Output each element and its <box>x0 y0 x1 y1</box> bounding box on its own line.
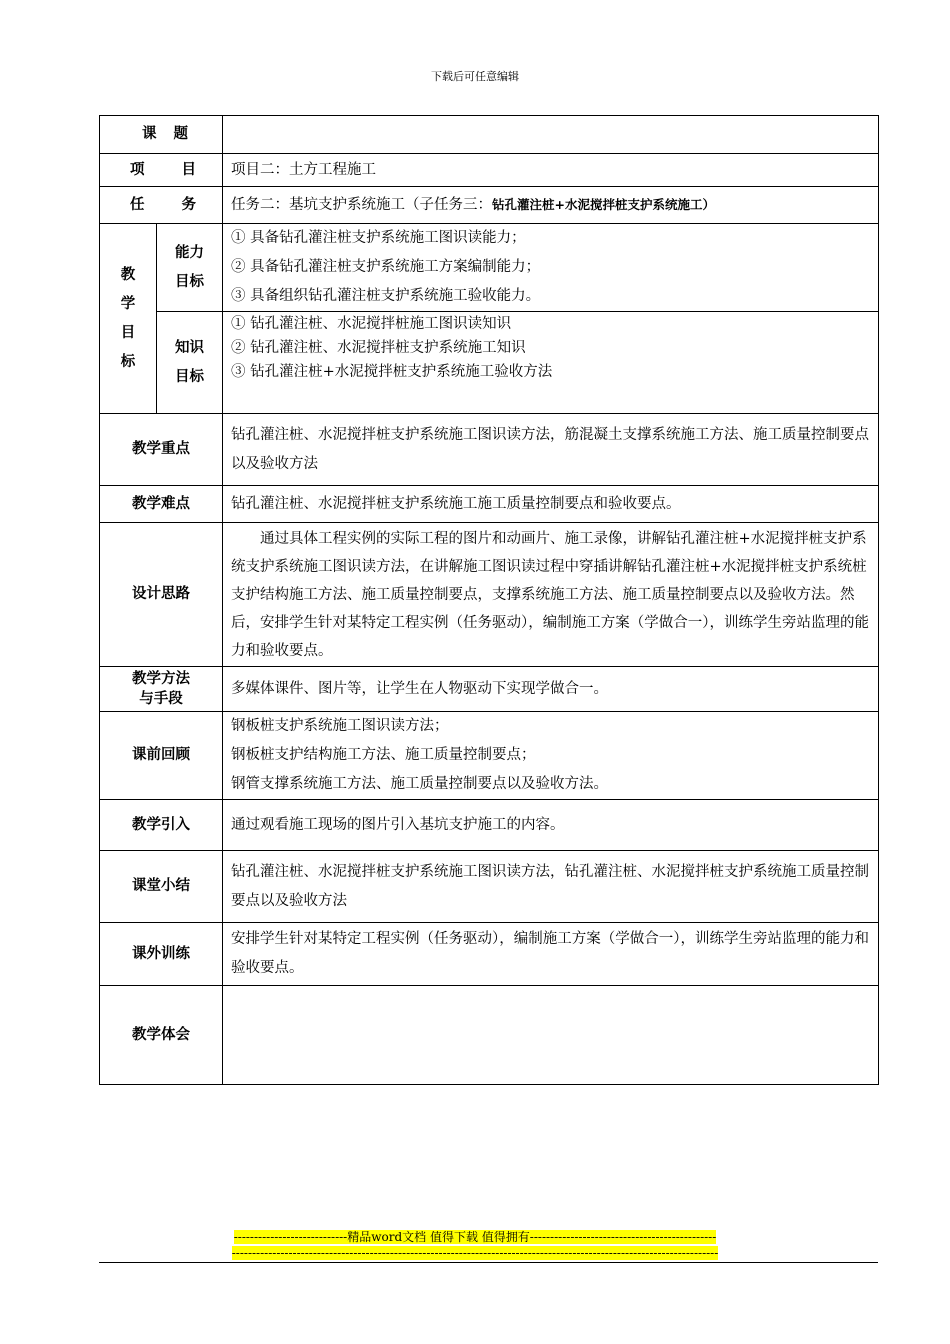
row-key-points <box>100 414 879 486</box>
project-label-b: 目 <box>181 161 196 178</box>
topic-value <box>223 116 879 154</box>
row-reflection <box>100 986 879 1085</box>
methods-label <box>100 667 223 712</box>
footer-rule <box>99 1262 878 1263</box>
knowledge-item: ③ 钻孔灌注桩+水泥搅拌桩支护系统施工验收方法 <box>231 364 553 380</box>
row-review <box>100 712 879 800</box>
knowledge-label-a: 知识 <box>175 339 204 356</box>
review-items <box>223 712 879 800</box>
row-design <box>100 523 879 667</box>
row-methods <box>100 667 879 712</box>
topic-label-b: 题 <box>173 126 188 142</box>
row-summary <box>100 851 879 923</box>
project-label-a: 项 <box>130 161 145 178</box>
knowledge-label-b: 目标 <box>175 368 204 385</box>
row-difficulties <box>100 486 879 523</box>
ability-label-b: 目标 <box>175 273 204 290</box>
ability-item: ③ 具备组织钻孔灌注桩支护系统施工验收能力。 <box>231 288 541 304</box>
homework-value: 安排学生针对某特定工程实例（任务驱动），编制施工方案（学做合一），训练学生旁站监理的能力和验收要点。 <box>223 923 879 986</box>
header-note: 下载后可任意编辑 <box>431 70 519 83</box>
knowledge-item: ① 钻孔灌注桩、水泥搅拌桩施工图识读知识 <box>231 316 512 332</box>
ability-label <box>157 224 223 312</box>
lesson-plan-table <box>99 115 879 1085</box>
ability-item: ② 具备钻孔灌注桩支护系统施工方案编制能力； <box>231 259 541 275</box>
topic-label-a: 课 <box>142 126 157 142</box>
ability-items <box>223 224 879 312</box>
topic-label <box>100 116 223 154</box>
reflection-label: 教学体会 <box>100 986 223 1085</box>
task-label <box>100 187 223 224</box>
objectives-label <box>100 224 157 414</box>
task-value-emph: 钻孔灌注桩+水泥搅拌桩支护系统施工） <box>492 197 715 212</box>
row-knowledge <box>100 312 879 414</box>
knowledge-label <box>157 312 223 414</box>
project-value: 项目二：土方工程施工 <box>223 154 879 187</box>
methods-value: 多媒体课件、图片等，让学生在人物驱动下实现学做合一。 <box>223 667 879 712</box>
task-label-a: 任 <box>130 196 145 213</box>
objectives-char-2: 学 <box>120 295 136 312</box>
row-task <box>100 187 879 224</box>
summary-value: 钻孔灌注桩、水泥搅拌桩支护系统施工图识读方法，钻孔灌注桩、水泥搅拌桩支护系统施工质量控制要点以及验收方法 <box>223 851 879 923</box>
knowledge-item: ② 钻孔灌注桩、水泥搅拌桩支护系统施工知识 <box>231 340 526 356</box>
review-item: 钢管支撑系统施工方法、施工质量控制要点以及验收方法。 <box>231 776 608 792</box>
reflection-value <box>223 986 879 1085</box>
footer-line-1-text: ----------------------------精品word文档 值得下载 值得拥有---------------------------------------------- <box>233 1230 717 1244</box>
difficulties-label: 教学难点 <box>100 486 223 523</box>
row-intro <box>100 800 879 851</box>
review-item: 钢板桩支护系统施工图识读方法； <box>231 718 449 734</box>
ability-item: ① 具备钻孔灌注桩支护系统施工图识读能力； <box>231 230 526 246</box>
homework-label: 课外训练 <box>100 923 223 986</box>
key-points-value: 钻孔灌注桩、水泥搅拌桩支护系统施工图识读方法，筋混凝土支撑系统施工方法、施工质量控制要点以及验收方法 <box>223 414 879 486</box>
intro-label: 教学引入 <box>100 800 223 851</box>
review-item: 钢板桩支护结构施工方法、施工质量控制要点； <box>231 747 536 763</box>
intro-value: 通过观看施工现场的图片引入基坑支护施工的内容。 <box>223 800 879 851</box>
row-ability <box>100 224 879 312</box>
task-value-prefix: 任务二：基坑支护系统施工（子任务三： <box>231 197 492 213</box>
summary-label: 课堂小结 <box>100 851 223 923</box>
key-points-label: 教学重点 <box>100 414 223 486</box>
design-label: 设计思路 <box>100 523 223 667</box>
footer-line-1 <box>0 1229 950 1245</box>
footer-line-2-text: ------------------------------------------------------------------------------------------------------------------------ <box>231 1246 719 1260</box>
knowledge-items <box>223 312 879 414</box>
footer-line-2 <box>0 1245 950 1261</box>
methods-label-b: 与手段 <box>139 691 183 707</box>
row-topic <box>100 116 879 154</box>
objectives-char-4: 标 <box>120 353 136 370</box>
task-label-b: 务 <box>181 196 196 213</box>
ability-label-a: 能力 <box>175 244 204 261</box>
design-value: 通过具体工程实例的实际工程的图片和动画片、施工录像，讲解钻孔灌注桩+水泥搅拌桩支护系统支护系统施工图识读方法，在讲解施工图识读过程中穿插讲解钻孔灌注桩+水泥搅拌桩支护系统桩支护结构施工方法、施工质量控制要点，支撑系统施工方法、施工质量控制要点以及验收方法。然后，安排学生针对某特定工程实例（任务驱动），编制施工方案（学做合一），训练学生旁站监理的能力和验收要点。 <box>223 523 879 667</box>
objectives-char-1: 教 <box>120 266 136 283</box>
project-label <box>100 154 223 187</box>
row-project <box>100 154 879 187</box>
row-homework <box>100 923 879 986</box>
difficulties-value: 钻孔灌注桩、水泥搅拌桩支护系统施工施工质量控制要点和验收要点。 <box>223 486 879 523</box>
task-value <box>223 187 879 224</box>
review-label: 课前回顾 <box>100 712 223 800</box>
objectives-char-3: 目 <box>120 324 136 341</box>
methods-label-a: 教学方法 <box>132 671 190 687</box>
